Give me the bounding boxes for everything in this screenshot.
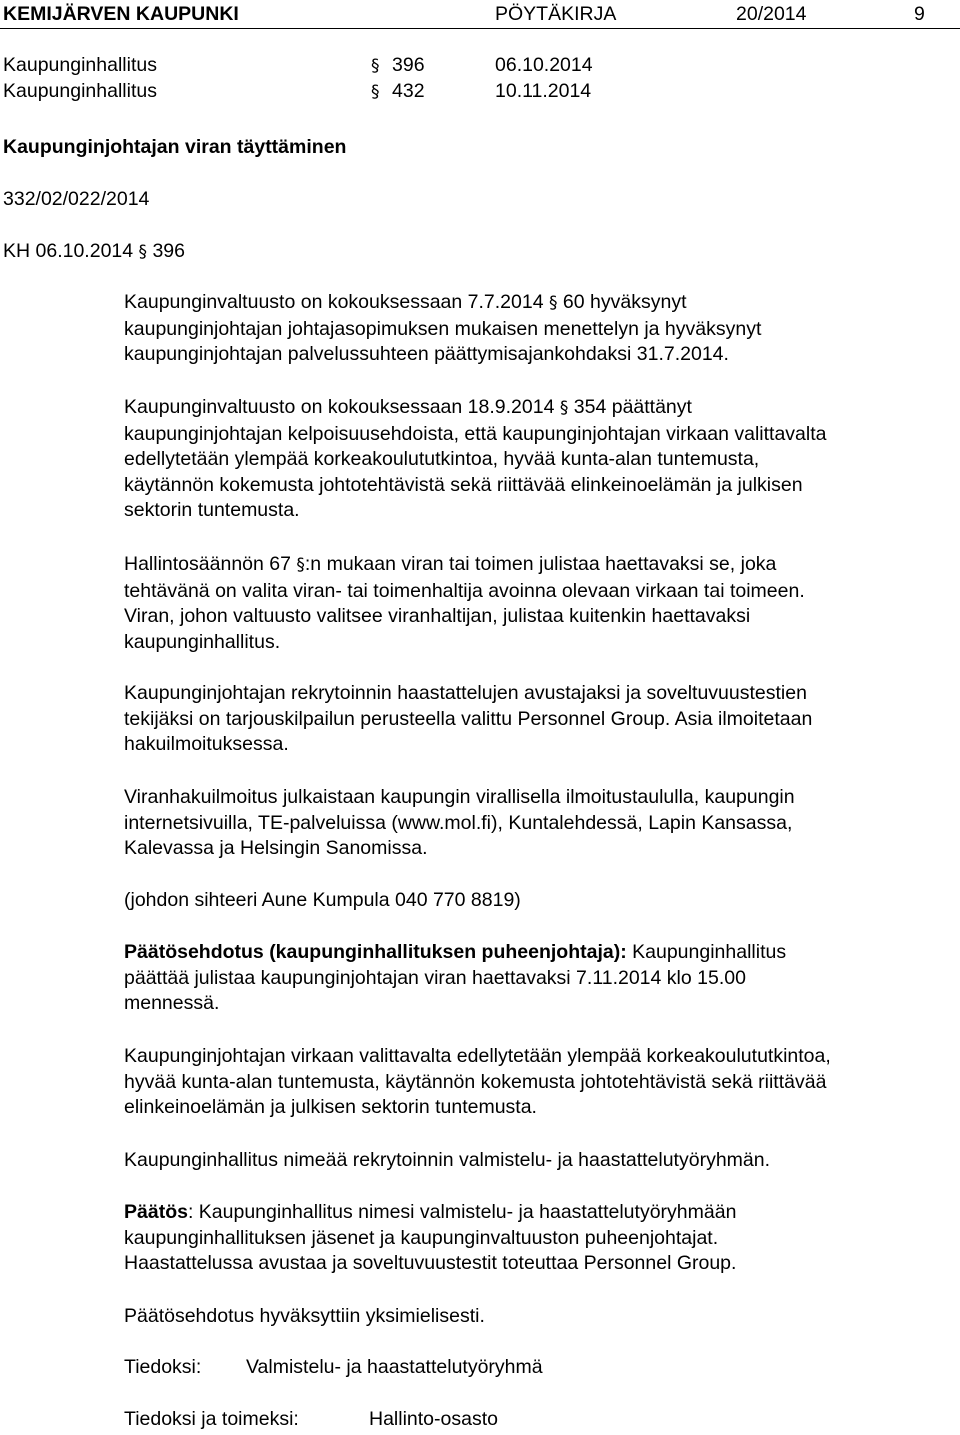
section-sign-icon: § bbox=[138, 242, 148, 262]
reference-section: 396 bbox=[152, 240, 185, 262]
paragraph-job-advertisement bbox=[124, 785, 954, 862]
history-date: 06.10.2014 bbox=[495, 54, 593, 76]
p7-line: päättää julistaa kaupunginjohtajan viran haettavaksi 7.11.2014 klo 15.00 bbox=[124, 966, 746, 989]
p10-line: Haastattelussa avustaa ja soveltuvuustestit toteuttaa Personnel Group. bbox=[124, 1252, 737, 1275]
paragraph-contact bbox=[124, 888, 954, 914]
history-body: Kaupunginhallitus bbox=[3, 54, 157, 76]
p7-text: Kaupunginhallitus bbox=[626, 941, 787, 963]
document-number: 20/2014 bbox=[736, 3, 807, 25]
history-date: 10.11.2014 bbox=[495, 80, 592, 102]
header-divider bbox=[0, 28, 960, 29]
p8-line: elinkeinoelämän ja julkisen sektorin tuntemusta. bbox=[124, 1096, 537, 1119]
paragraph-approval bbox=[124, 1304, 954, 1330]
p1-line: kaupunginjohtajan johtajasopimuksen mukaisen menettelyn ja hyväksynyt bbox=[124, 317, 762, 340]
p2-line: kaupunginjohtajan kelpoisuusehdoista, että kaupunginjohtajan virkaan valittavalta bbox=[124, 422, 827, 445]
paragraph-council-agreement bbox=[124, 290, 954, 368]
p4-line: tekijäksi on tarjouskilpailun perusteella valittu Personnel Group. Asia ilmoitetaan bbox=[124, 707, 813, 730]
section-sign-icon: § bbox=[559, 398, 569, 418]
distribution-value: Valmistelu- ja haastattelutyöryhmä bbox=[246, 1356, 543, 1378]
paragraph-recruitment-assistant bbox=[124, 681, 954, 758]
p8-line: hyvää kunta-alan tuntemusta, käytännön kokemusta johtotehtävistä sekä riittävää bbox=[124, 1070, 827, 1093]
document-type: PÖYTÄKIRJA bbox=[495, 3, 617, 25]
p5-line: internetsivuilla, TE-palveluissa (www.mol.fi), Kuntalehdessä, Lapin Kansassa, bbox=[124, 811, 793, 834]
p1-line: kaupunginjohtajan palvelussuhteen päättymisajankohdaksi 31.7.2014. bbox=[124, 343, 729, 366]
p4-line: Kaupunginjohtajan rekrytoinnin haastattelujen avustajaksi ja soveltuvuustestien bbox=[124, 682, 807, 704]
p2-text: Kaupunginvaltuusto on kokouksessaan 18.9.2014 bbox=[124, 396, 555, 418]
p10-text: : Kaupunginhallitus nimesi valmistelu- ja haastattelutyöryhmään bbox=[187, 1201, 737, 1223]
paragraph-decision-proposal bbox=[124, 940, 954, 1017]
reference-line bbox=[3, 240, 185, 263]
p6-line: (johdon sihteeri Aune Kumpula 040 770 8819) bbox=[124, 889, 521, 911]
p8-line: Kaupunginjohtajan virkaan valittavalta edellytetään ylempää korkeakoulututkintoa, bbox=[124, 1045, 831, 1067]
paragraph-working-group bbox=[124, 1148, 954, 1174]
distribution-label: Tiedoksi: bbox=[124, 1356, 202, 1378]
p3-line: Viran, johon valtuusto valitsee viranhaltijan, julistaa kuitenkin haettavaksi bbox=[124, 605, 751, 628]
p7-line: mennessä. bbox=[124, 992, 220, 1015]
p3-text: :n mukaan viran tai toimen julistaa haettavaksi se, joka bbox=[304, 553, 777, 575]
p2-line: käytännön kokemusta johtotehtävistä sekä riittävää elinkeinoelämän ja julkisen bbox=[124, 473, 803, 496]
p3-line: tehtävänä on valita viran- tai toimenhaltija avoinna olevaan virkaan tai toimeen. bbox=[124, 579, 805, 602]
history-body: Kaupunginhallitus bbox=[3, 80, 157, 102]
decision-label: Päätös bbox=[124, 1201, 188, 1223]
section-sign-icon: § bbox=[371, 82, 380, 102]
history-section: 396 bbox=[392, 54, 425, 76]
paragraph-requirements bbox=[124, 1044, 954, 1121]
item-title: Kaupunginjohtajan viran täyttäminen bbox=[3, 136, 347, 158]
p5-line: Viranhakuilmoitus julkaistaan kaupungin virallisella ilmoitustaululla, kaupungin bbox=[124, 786, 795, 808]
proposal-label: Päätösehdotus (kaupunginhallituksen puheenjohtaja): bbox=[124, 941, 627, 963]
distribution-label: Tiedoksi ja toimeksi: bbox=[124, 1408, 299, 1430]
p2-line: edellytetään ylempää korkeakoulututkintoa, hyvää kunta-alan tuntemusta, bbox=[124, 448, 760, 471]
paragraph-administrative-rule bbox=[124, 552, 954, 655]
reference-prefix: KH 06.10.2014 bbox=[3, 240, 134, 262]
paragraph-decision bbox=[124, 1200, 954, 1277]
p3-line: kaupunginhallitus. bbox=[124, 630, 281, 653]
page-number: 9 bbox=[914, 3, 925, 25]
p1-text: Kaupunginvaltuusto on kokouksessaan 7.7.2014 bbox=[124, 291, 544, 313]
p9-line: Kaupunginhallitus nimeää rekrytoinnin valmistelu- ja haastattelutyöryhmän. bbox=[124, 1149, 771, 1171]
p11-line: Päätösehdotus hyväksyttiin yksimielisesti. bbox=[124, 1305, 485, 1327]
paragraph-qualifications bbox=[124, 395, 954, 524]
section-sign-icon: § bbox=[296, 555, 305, 575]
section-sign-icon: § bbox=[549, 293, 558, 313]
p1-text: 60 hyväksynyt bbox=[562, 291, 687, 313]
p2-text: 354 päättänyt bbox=[573, 396, 692, 418]
p4-line: hakuilmoituksessa. bbox=[124, 733, 289, 756]
history-section: 432 bbox=[392, 80, 425, 102]
p10-line: kaupunginhallituksen jäsenet ja kaupunginvaltuuston puheenjohtajat. bbox=[124, 1226, 719, 1249]
distribution-value: Hallinto-osasto bbox=[369, 1408, 498, 1430]
p2-line: sektorin tuntemusta. bbox=[124, 499, 300, 522]
organization-name: KEMIJÄRVEN KAUPUNKI bbox=[3, 3, 239, 25]
section-sign-icon: § bbox=[371, 56, 380, 76]
record-number: 332/02/022/2014 bbox=[3, 188, 150, 210]
p3-text: Hallintosäännön 67 bbox=[124, 553, 291, 575]
p5-line: Kalevassa ja Helsingin Sanomissa. bbox=[124, 837, 428, 860]
